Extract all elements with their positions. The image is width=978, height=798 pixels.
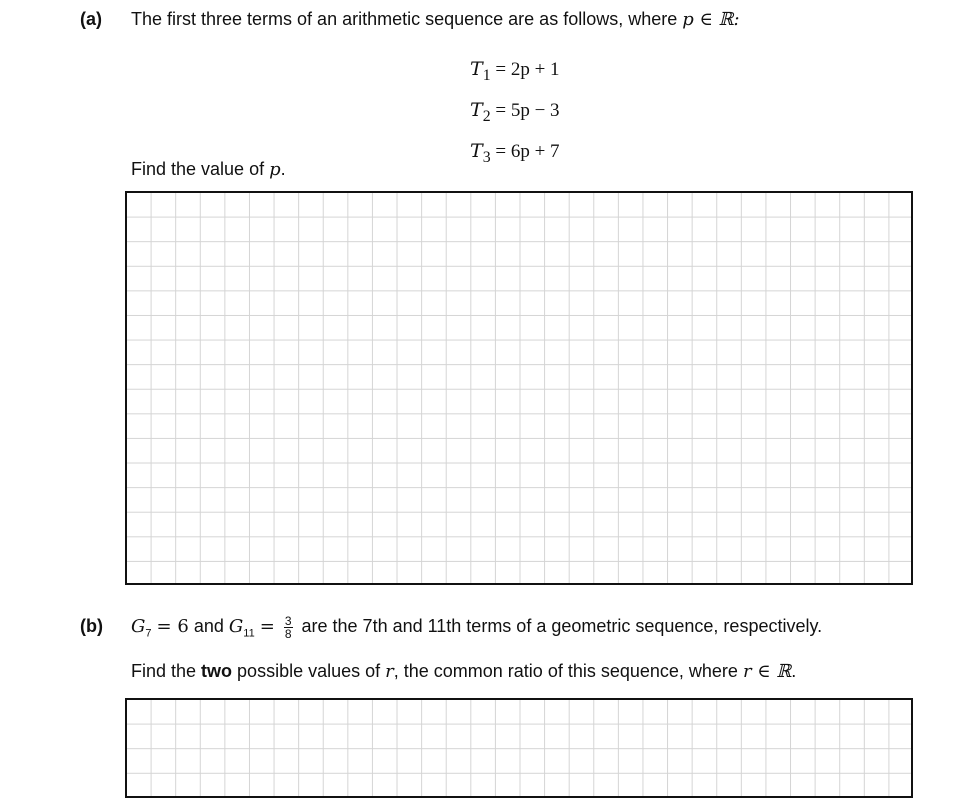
- g11-sub: 11: [243, 627, 255, 640]
- g11: G: [228, 616, 244, 637]
- q-post: , the common ratio of this sequence, where: [393, 661, 743, 681]
- equation-t3: [470, 134, 560, 175]
- equation-t2: [470, 93, 560, 134]
- answer-grid-b[interactable]: [125, 698, 913, 798]
- eq-lhs: T: [470, 139, 483, 162]
- q-var2: r ∈ ℝ: [742, 661, 792, 682]
- q-pre: Find the: [131, 661, 202, 681]
- q-var: p: [269, 159, 281, 180]
- part-b-question: [131, 661, 796, 682]
- q-end: .: [280, 159, 286, 179]
- q-mid: possible values of: [232, 661, 386, 681]
- q-var: r: [385, 661, 394, 682]
- and-text: and: [193, 616, 224, 636]
- answer-grid-a[interactable]: [125, 191, 913, 585]
- equation-t1: [470, 52, 560, 93]
- eq-sub: 2: [482, 107, 491, 125]
- numerator: 3: [284, 613, 292, 628]
- part-a-intro: [131, 9, 740, 30]
- q-end: .: [791, 661, 797, 681]
- denominator: 8: [284, 626, 292, 641]
- intro-var: p ∈ ℝ:: [682, 9, 740, 30]
- intro-text: The first three terms of an arithmetic sequence are as follows, where: [131, 9, 683, 29]
- eq-lhs: T: [470, 98, 483, 121]
- fraction: [284, 615, 293, 640]
- part-a-label: (a): [80, 9, 102, 29]
- eq-sub: 1: [482, 66, 491, 84]
- part-a-question: [131, 159, 286, 180]
- part-b-label: (b): [80, 616, 103, 636]
- g7: G: [131, 616, 146, 637]
- g7-val: = 6: [156, 616, 189, 637]
- q-text: Find the value of: [131, 159, 270, 179]
- g7-sub: 7: [145, 627, 152, 640]
- q-bold: two: [201, 661, 233, 681]
- eq-rhs: = 6p + 7: [495, 140, 560, 162]
- part-b-statement: [131, 612, 822, 648]
- statement-rest: are the 7th and 11th terms of a geometric sequence, respectively.: [301, 616, 823, 636]
- eq-lhs: T: [470, 58, 483, 80]
- eq-sub: 3: [482, 148, 491, 166]
- eq-rhs: = 2p + 1: [495, 59, 560, 80]
- equations: [470, 52, 560, 174]
- equals: =: [259, 616, 275, 637]
- eq-rhs: = 5p − 3: [495, 99, 560, 121]
